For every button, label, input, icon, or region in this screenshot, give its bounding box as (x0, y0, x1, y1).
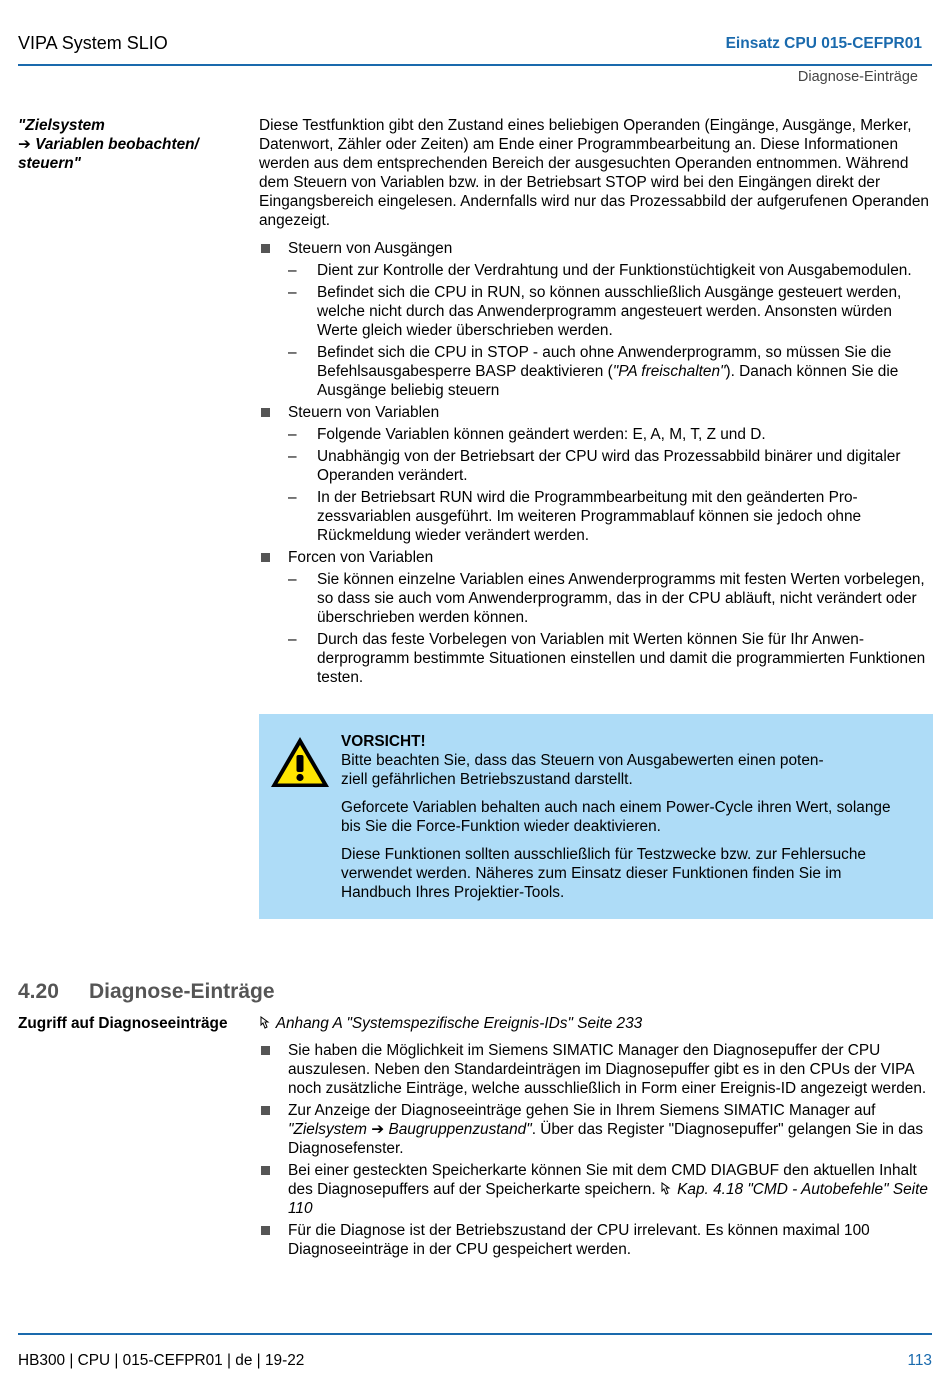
hand-pointer-icon (660, 1182, 673, 1195)
header-product: VIPA System SLIO (18, 33, 168, 53)
sub-list-item: – Sie können einzelne Variablen eines Anwenderprogramms mit festen Werten vorbelegen, so dass sie auch vom Anwenderprogramm, das in der CPU abläuft, nicht verändert oder überschrieben werden können. (288, 570, 931, 627)
side-heading-variables: "Zielsystem ➔ Variablen beobachten/ steuern" (18, 117, 199, 172)
section-title: Diagnose-Einträge (89, 980, 275, 1003)
list-item: Steuern von Variablen – Folgende Variablen können geändert werden: E, A, M, T, Z und D. – Unabhängig von der Betriebsart der CPU wird das Prozessabbild binärer und digitaler Operanden verändert. – In der Betriebsart RUN wird die Programmbearbeitung mit den geänderten Prozessvariablen ausgeführt. Im weiteren Programmablauf können sie jedoch ohne Rückmeldung wieder verändert werden. (259, 403, 931, 545)
caution-paragraph: Geforcete Variablen behalten auch nach einem Power-Cycle ihren Wert, solange bis Sie die Force-Funktion wieder deaktivieren. (341, 799, 891, 835)
variables-body (259, 116, 931, 687)
list-item: Zur Anzeige der Diagnoseeinträge gehen Sie in Ihrem Siemens SIMATIC Manager auf "Zielsystem ➔ Baugruppenzustand". Über das Register "Diagnosepuffer" gelangen Sie in das Diagnosefenster. (259, 1101, 931, 1158)
chapter-link[interactable]: Kap. 4.18 "CMD - Autobefehle" Seite 110 (288, 1181, 928, 1217)
header-section: Diagnose-Einträge (797, 69, 918, 85)
sub-list-item: – Befindet sich die CPU in STOP - auch ohne Anwenderprogramm, so müssen Sie die Befehlsausgabesperre BASP deaktivieren ("PA freischalten"). Danach können Sie die Ausgänge beliebig steuern (288, 343, 931, 400)
sub-list-item: – Dient zur Kontrolle der Verdrahtung und der Funktionstüchtigkeit von Ausgabemodulen. (288, 261, 931, 280)
header-chapter: Einsatz CPU 015-CEFPR01 (725, 35, 922, 52)
sub-list-item: – Durch das feste Vorbelegen von Variablen mit Werten können Sie für Ihr Anwenderprogramm bestimmte Situationen einstellen und damit die programmierten Funktionen testen. (288, 630, 931, 687)
diagnostics-body (259, 1014, 931, 1259)
sub-list-item: – Befindet sich die CPU in RUN, so können ausschließlich Ausgänge gesteuert werden, welche nicht durch das Anwenderprogramm angesteuert werden. Ansonsten würden Werte gleich wieder überschrieben werden. (288, 283, 931, 340)
page-number: 113 (907, 1352, 932, 1369)
footer-divider (18, 1333, 932, 1335)
section-heading (18, 979, 275, 1005)
caution-text (341, 732, 901, 911)
sub-list (288, 261, 931, 400)
intro-paragraph: Diese Testfunktion gibt den Zustand eines beliebigen Operanden (Eingänge, Ausgänge, Merker, Datenwort, Zähler oder Zeiten) am Ende einer Programmbearbeitung an. Diese Informationen werden aus dem entsprechenden Bereich der ausgesuchten Operanden entnommen. Während dem Steuern von Variablen bzw. in der Betriebsart STOP wird bei den Eingängen direkt der Eingangsbereich eingelesen. Andernfalls wird nur das Prozessabbild der aufgerufenen Operanden angezeigt. (259, 117, 929, 229)
side-heading-diagnostics: Zugriff auf Diagnoseeinträge (18, 1015, 228, 1032)
caution-box (259, 714, 933, 919)
caution-title: VORSICHT! (341, 733, 426, 750)
diagnostics-list (259, 1041, 931, 1259)
list-item: Bei einer gesteckten Speicherkarte können Sie mit dem CMD DIAGBUF den aktuellen Inhalt des Diagnosepuffers auf der Speicherkarte speichern. Kap. 4.18 "CMD - Autobefehle" Seite 110 (259, 1161, 931, 1218)
sub-list-item: – Unabhängig von der Betriebsart der CPU wird das Prozessabbild binärer und digitaler Operanden verändert. (288, 447, 931, 485)
appendix-link[interactable]: Anhang A "Systemspezifische Ereignis-IDs" Seite 233 (259, 1014, 931, 1033)
caution-paragraph: Diese Funktionen sollten ausschließlich für Testzwecke bzw. zur Fehlersuche verwendet werden. Näheres zum Einsatz dieser Funktionen finden Sie im Handbuch Ihres Projektier-Tools. (341, 846, 866, 901)
list-item: Steuern von Ausgängen – Dient zur Kontrolle der Verdrahtung und der Funktionstüchtigkeit von Ausgabemodulen. – Befindet sich die CPU in RUN, so können ausschließlich Ausgänge gesteuert werden, welche nicht durch das Anwenderprogramm angesteuert werden. Ansonsten würden Werte gleich wieder überschrieben werden. – Befindet sich die CPU in STOP - auch ohne Anwenderprogramm, so müssen Sie die Befehlsausgabesperre BASP deaktivieren ("PA freischalten"). Danach können Sie die Ausgänge beliebig steuern (259, 239, 931, 400)
function-list (259, 239, 931, 687)
warning-triangle-icon (268, 734, 332, 790)
sub-list-item: – Folgende Variablen können geändert werden: E, A, M, T, Z und D. (288, 425, 931, 444)
section-number: 4.20 (18, 980, 59, 1003)
list-item: Sie haben die Möglichkeit im Siemens SIMATIC Manager den Diagnosepuffer der CPU auszulesen. Neben den Standardeinträgen im Diagnosepuffer gibt es in den CPUs der VIPA noch zusätzliche Einträge, welche ausschließlich in Form einer Ereignis-ID angezeigt werden. (259, 1041, 931, 1098)
caution-paragraph: Bitte beachten Sie, dass das Steuern von Ausgabewerten einen poten- ziell gefährlichen Betriebszustand darstellt. (341, 752, 824, 788)
list-item: Forcen von Variablen – Sie können einzelne Variablen eines Anwenderprogramms mit festen Werten vorbelegen, so dass sie auch vom Anwenderprogramm, das in der CPU abläuft, nicht verändert oder überschrieben werden können. – Durch das feste Vorbelegen von Variablen mit Werten können Sie für Ihr Anwenderprogramm bestimmte Situationen einstellen und damit die programmierten Funktionen testen. (259, 548, 931, 687)
sub-list (288, 425, 931, 545)
sub-list-item: – In der Betriebsart RUN wird die Programmbearbeitung mit den geänderten Prozessvariablen ausgeführt. Im weiteren Programmablauf können sie jedoch ohne Rückmeldung wieder verändert werden. (288, 488, 931, 545)
sub-list (288, 570, 931, 687)
hand-pointer-icon (259, 1016, 272, 1029)
header-divider (18, 64, 932, 66)
footer-doc-id: HB300 | CPU | 015-CEFPR01 | de | 19-22 (18, 1352, 305, 1369)
list-item: Für die Diagnose ist der Betriebszustand der CPU irrelevant. Es können maximal 100 Diagnoseeinträge in der CPU gespeichert werden. (259, 1221, 931, 1259)
